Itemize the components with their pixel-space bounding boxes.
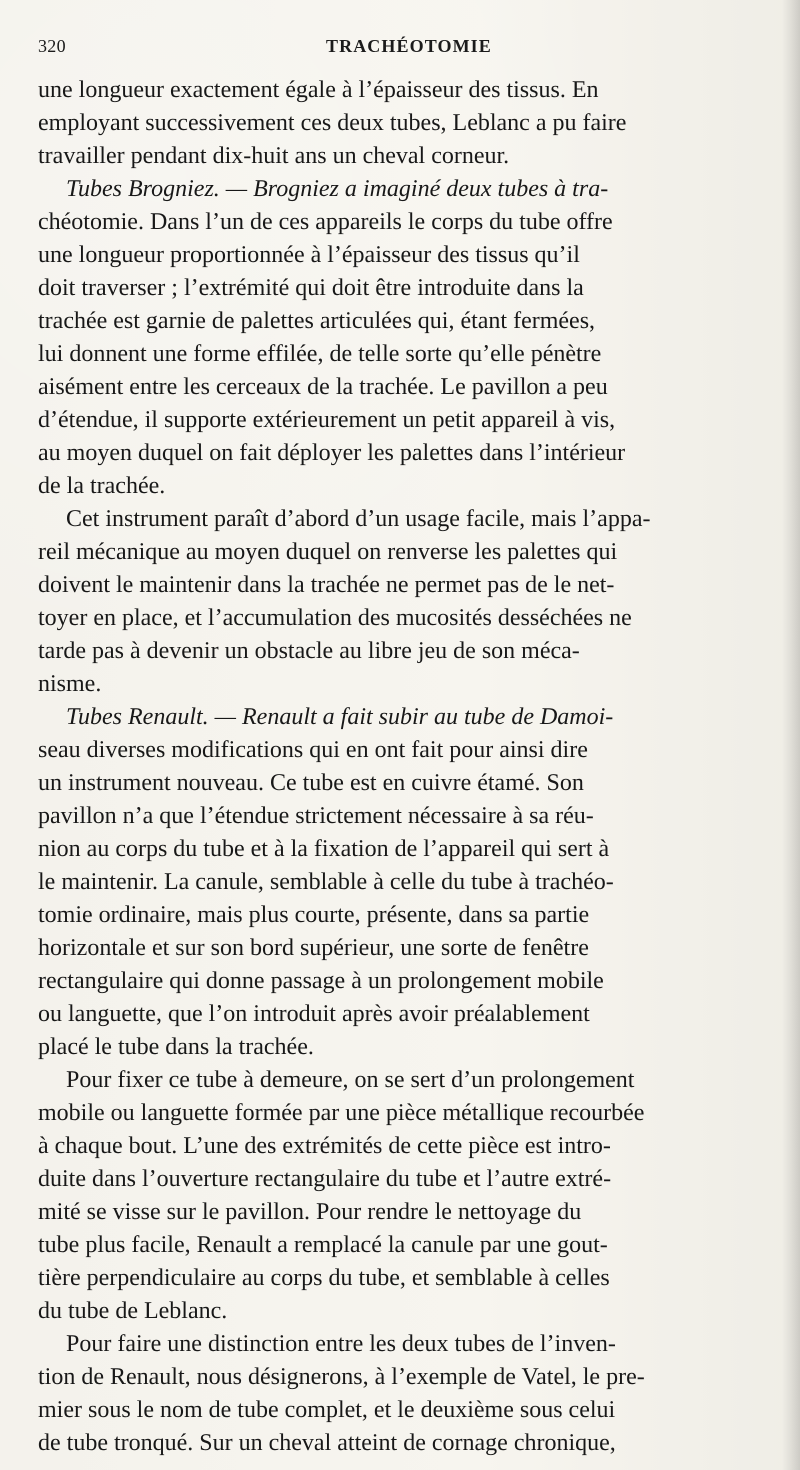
text-line: Cet instrument paraît d’abord d’un usage facile, mais l’appa-	[66, 506, 651, 532]
text-line: de la trachée.	[38, 473, 166, 499]
text-line: tomie ordinaire, mais plus courte, présente, dans sa partie	[38, 902, 590, 928]
text-line: employant successivement ces deux tubes, Leblanc a pu faire	[38, 110, 627, 136]
text-line: toyer en place, et l’accumulation des mucosités desséchées ne	[38, 605, 632, 631]
text-line: le maintenir. La canule, semblable à celle du tube à trachéo-	[38, 869, 614, 895]
running-title: TRACHÉOTOMIE	[326, 36, 492, 56]
text-line: mité se visse sur le pavillon. Pour rendre le nettoyage du	[38, 1199, 582, 1225]
text-line: une longueur proportionnée à l’épaisseur des tissus qu’il	[38, 242, 580, 268]
text-line: mier sous le nom de tube complet, et le deuxième sous celui	[38, 1397, 616, 1423]
text-line: pavillon n’a que l’étendue strictement nécessaire à sa réu-	[38, 803, 594, 829]
text-line: rectangulaire qui donne passage à un prolongement mobile	[38, 968, 604, 994]
text-line: mobile ou languette formée par une pièce métallique recourbée	[38, 1100, 645, 1126]
text-line: Tubes Brogniez. — Brogniez a imaginé deux tubes à tra-	[66, 176, 609, 202]
text-line: Pour fixer ce tube à demeure, on se sert d’un prolongement	[66, 1067, 635, 1093]
text-line: d’étendue, il supporte extérieurement un petit appareil à vis,	[38, 407, 616, 433]
text-line: Tubes Renault. — Renault a fait subir au tube de Damoi-	[66, 704, 614, 730]
text-line: trachée est garnie de palettes articulées qui, étant fermées,	[38, 308, 596, 334]
text-line: seau diverses modifications qui en ont fait pour ainsi dire	[38, 737, 588, 763]
text-line: duite dans l’ouverture rectangulaire du tube et l’autre extré-	[38, 1166, 612, 1192]
text-line: une longueur exactement égale à l’épaisseur des tissus. En	[38, 77, 599, 103]
text-line: Pour faire une distinction entre les deux tubes de l’inven-	[66, 1331, 616, 1357]
text-line: travailler pendant dix-huit ans un cheval corneur.	[38, 143, 510, 169]
text-line: tion de Renault, nous désignerons, à l’exemple de Vatel, le pre-	[38, 1364, 645, 1390]
page-header	[38, 34, 776, 62]
text-line: placé le tube dans la trachée.	[38, 1034, 314, 1060]
text-line: à chaque bout. L’une des extrémités de cette pièce est intro-	[38, 1133, 611, 1159]
text-line: doivent le maintenir dans la trachée ne permet pas de le net-	[38, 572, 615, 598]
text-line: chéotomie. Dans l’un de ces appareils le corps du tube offre	[38, 209, 613, 235]
text-line: un instrument nouveau. Ce tube est en cuivre étamé. Son	[38, 770, 584, 796]
text-line: reil mécanique au moyen duquel on renverse les palettes qui	[38, 539, 618, 565]
text-line: doit traverser ; l’extrémité qui doit être introduite dans la	[38, 275, 584, 301]
text-line: horizontale et sur son bord supérieur, une sorte de fenêtre	[38, 935, 589, 961]
text-line: tube plus facile, Renault a remplacé la canule par une gout-	[38, 1232, 608, 1258]
text-line: ou languette, que l’on introduit après avoir préalablement	[38, 1001, 590, 1027]
page-edge-shadow	[782, 0, 800, 1470]
text-line: lui donnent une forme effilée, de telle sorte qu’elle pénètre	[38, 341, 602, 367]
text-line: nisme.	[38, 671, 102, 697]
text-line: tière perpendiculaire au corps du tube, et semblable à celles	[38, 1265, 610, 1291]
text-line: de tube tronqué. Sur un cheval atteint de cornage chronique,	[38, 1430, 616, 1456]
text-line: au moyen duquel on fait déployer les palettes dans l’intérieur	[38, 440, 626, 466]
text-line: nion au corps du tube et à la fixation de l’appareil qui sert à	[38, 836, 610, 862]
text-line: aisément entre les cerceaux de la trachée. Le pavillon a peu	[38, 374, 608, 400]
text-line: tarde pas à devenir un obstacle au libre jeu de son méca-	[38, 638, 580, 664]
text-line: du tube de Leblanc.	[38, 1298, 228, 1324]
page-number: 320	[38, 36, 66, 56]
